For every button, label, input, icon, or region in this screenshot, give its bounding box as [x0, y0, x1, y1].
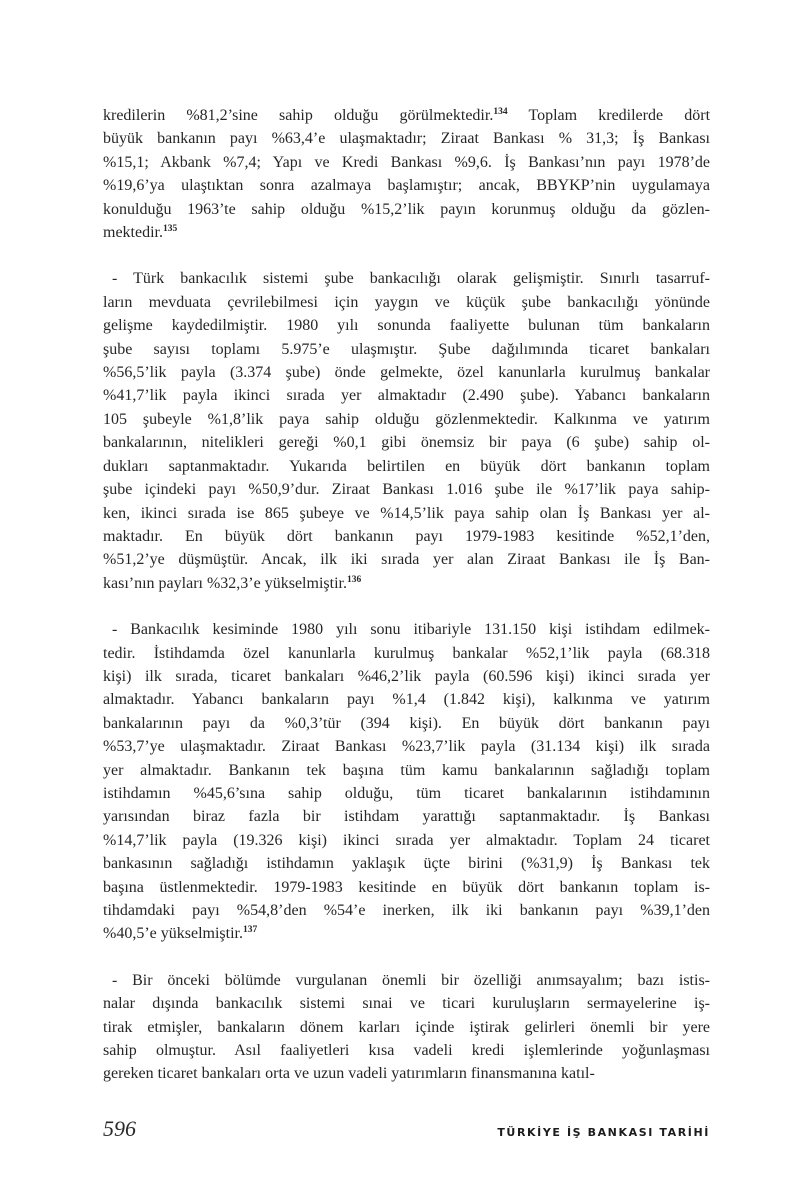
text-line: %19,6’ya ulaştıktan sonra azalmaya başlamıştır; ancak, BBYKP’nin uygulamaya	[103, 177, 710, 195]
text-line: bankasının sağladığı istihdamın yaklaşık üçte birini (%31,9) İş Bankası tek	[103, 855, 710, 873]
text-line: sahip olmuştur. Asıl faaliyetleri kısa vadeli kredi işlemlerinde yoğunlaşması	[103, 1042, 710, 1060]
text-line: %53,7’ye ulaşmaktadır. Ziraat Bankası %23,7’lik payla (31.134 kişi) ilk sırada	[103, 738, 710, 756]
running-title: TÜRKİYE İŞ BANKASI TARİHİ	[497, 1126, 710, 1139]
text-line: tihdamdaki payı %54,8’den %54’e inerken, ilk iki bankanın payı %39,1’den	[103, 902, 710, 919]
paragraph	[103, 104, 710, 244]
text-line: tedir. İstihdamda özel kanunlarla kurulmuş bankalar %52,1’lik payla (68.318	[103, 644, 710, 662]
text-line: maktadır. En büyük dört bankanın payı 1979-1983 kesitinde %52,1’den,	[103, 527, 710, 545]
paragraph	[103, 618, 710, 946]
page-number: 596	[103, 1116, 136, 1141]
text-line: %14,7’lik payla (19.326 kişi) ikinci sırada yer almaktadır. Toplam 24 ticaret	[103, 831, 710, 849]
footnote-ref: 136	[346, 574, 362, 585]
text-line: bankalarının payı da %0,3’tür (394 kişi). En büyük dört bankanın payı	[103, 714, 710, 732]
text-line: dukları saptanmaktadır. Yukarıda belirtilen en büyük dört bankanın toplam	[103, 457, 710, 475]
text-line: gelişme kaydedilmiştir. 1980 yılı sonunda faaliyette bulunan tüm bankaların	[103, 317, 710, 335]
text-line: istihdamın %45,6’sına sahip olduğu, tüm ticaret bankalarının istihdamının	[103, 784, 710, 802]
text-line: yarısından biraz fazla bir istihdam yarattığı saptanmaktadır. İş Bankası	[103, 808, 710, 826]
text-line: %40,5’e yükselmiştir.$^{137}$	[103, 925, 258, 943]
text-line: bankalarının, nitelikleri gereği %0,1 gibi önemsiz bir paya (6 şube) sahip ol-	[103, 434, 710, 452]
text-line: almaktadır. Yabancı bankaların payı %1,4 (1.842 kişi), kalkınma ve yatırım	[103, 691, 710, 709]
text-line: konulduğu 1963’te sahip olduğu %15,2’lik payın korunmuş olduğu da gözlen-	[103, 200, 710, 218]
text-line: %41,7’lik payla ikinci sırada yer almaktadır (2.490 şube). Yabancı bankaların	[103, 387, 710, 405]
text-line: gereken ticaret bankaları orta ve uzun vadeli yatırımların finansmanına katıl-	[103, 1065, 595, 1083]
text-line: kredilerin %81,2’sine sahip olduğu görülmektedir.$^{134}$ Toplam kredilerde dört	[103, 107, 711, 124]
text-line: ların mevduata çevrilebilmesi için yaygın ve küçük şube bankacılığı yönünde	[103, 293, 710, 311]
text-line: büyük bankanın payı %63,4’e ulaşmaktadır; Ziraat Bankası % 31,3; İş Bankası	[103, 130, 710, 148]
paragraph	[103, 267, 710, 595]
text-line: şube içindeki payı %50,9’dur. Ziraat Bankası 1.016 şube ile %17’lik paya sahip-	[103, 481, 710, 499]
text-line: 105 şubeyle %1,8’lik paya sahip olduğu gözlenmektedir. Kalkınma ve yatırım	[103, 410, 710, 428]
body-text	[103, 104, 710, 1086]
text-line: - Türk bankacılık sistemi şube bankacılığı olarak gelişmiştir. Sınırlı tasarruf-	[112, 270, 710, 288]
text-line: %56,5’lik payla (3.374 şube) önde gelmekte, özel kanunlarla kurulmuş bankalar	[103, 364, 710, 382]
text-line: kası’nın payları %32,3’e yükselmiştir.$^{136}$	[103, 574, 362, 592]
paragraph	[103, 969, 710, 1086]
text-line: %51,2’ye düşmüştür. Ancak, ilk iki sırada yer alan Ziraat Bankası ile İş Ban-	[103, 551, 710, 569]
footnote-ref: 137	[242, 925, 258, 936]
text-line: - Bankacılık kesiminde 1980 yılı sonu itibariyle 131.150 kişi istihdam edilmek-	[112, 621, 710, 639]
footnote-ref: 134	[493, 107, 508, 117]
text-line: %15,1; Akbank %7,4; Yapı ve Kredi Bankası %9,6. İş Bankası’nın payı 1978’de	[103, 153, 710, 171]
text-line: kişi) ilk sırada, ticaret bankaları %46,2’lik payla (60.596 kişi) ikinci sırada yer	[103, 667, 710, 685]
text-line: mektedir.$^{135}$	[103, 224, 178, 242]
text-line: ken, ikinci sırada ise 865 şubeye ve %14,5’lik paya sahip olan İş Bankası yer al-	[103, 504, 710, 522]
text-line: başına üstlenmektedir. 1979-1983 kesitinde en büyük dört bankanın toplam is-	[103, 878, 710, 896]
footnote-ref: 135	[162, 224, 178, 235]
text-line: yer almaktadır. Bankanın tek başına tüm kamu bankalarının sağladığı toplam	[103, 761, 710, 779]
text-line: - Bir önceki bölümde vurgulanan önemli bir özelliği anımsayalım; bazı istis-	[112, 971, 710, 989]
text-line: nalar dışında bankacılık sistemi sınai ve ticari kuruluşların sermayelerine iş-	[103, 995, 710, 1013]
text-line: şube sayısı toplamı 5.975’e ulaşmıştır. Şube dağılımında ticaret bankaları	[103, 340, 710, 358]
page-footer	[103, 1116, 710, 1142]
text-line: tirak etmişler, bankaların dönem karları içinde iştirak gelirleri önemli bir yere	[103, 1018, 710, 1036]
